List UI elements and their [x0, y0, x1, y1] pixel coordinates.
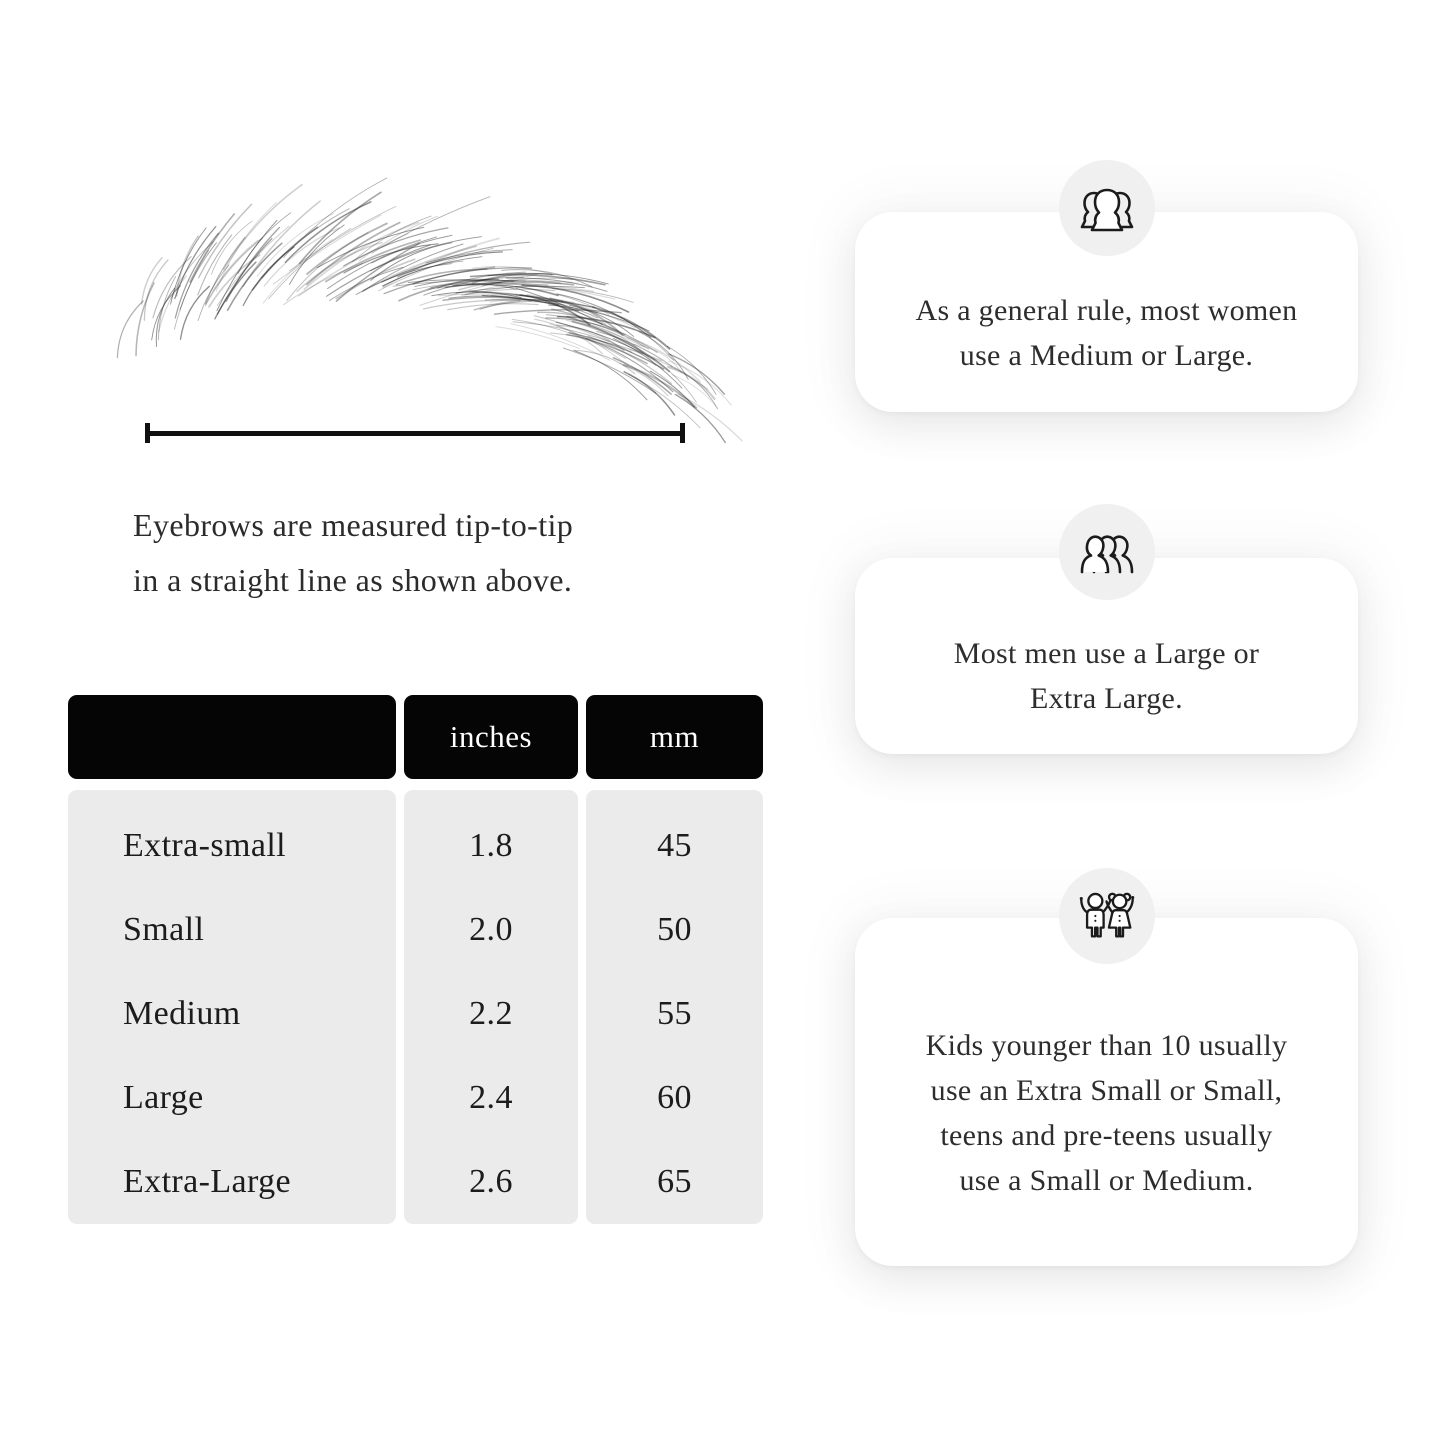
measurement-line-bar	[147, 431, 683, 436]
size-mm-value: 60	[657, 1079, 692, 1116]
card-text: As a general rule, most women use a Medium or Large.	[915, 294, 1298, 372]
women-group-icon	[1073, 183, 1141, 233]
size-inches-value: 2.2	[469, 995, 513, 1032]
size-table-inches-column	[404, 790, 578, 1224]
size-mm-value: 50	[657, 911, 692, 948]
size-label: Extra-Large	[123, 1163, 292, 1200]
icon-badge	[1059, 504, 1155, 600]
size-table-mm-column	[586, 790, 763, 1224]
size-table-header-inches: inches	[404, 695, 578, 779]
size-label: Extra-small	[123, 827, 287, 864]
size-table-header-blank	[68, 695, 396, 779]
info-card-kids	[855, 918, 1358, 1266]
size-mm-value: 45	[657, 827, 692, 864]
measurement-line-right-cap	[680, 423, 685, 443]
size-label: Medium	[123, 995, 241, 1032]
measurement-caption-line1: Eyebrows are measured tip-to-tip	[133, 507, 574, 543]
men-group-icon	[1074, 528, 1140, 576]
size-inches-value: 2.4	[469, 1079, 513, 1116]
icon-badge	[1059, 160, 1155, 256]
size-label: Large	[123, 1079, 204, 1116]
size-inches-value: 2.0	[469, 911, 513, 948]
size-mm-value: 55	[657, 995, 692, 1032]
size-mm-value: 65	[657, 1163, 692, 1200]
size-inches-value: 2.6	[469, 1163, 513, 1200]
size-label: Small	[123, 911, 205, 948]
measurement-caption-line2: in a straight line as shown above.	[133, 562, 573, 599]
card-text: Kids younger than 10 usually use an Extra Small or Small, teens and pre-teens usually use a Small or Medium.	[925, 1029, 1288, 1197]
size-table-label-column	[68, 790, 396, 1224]
size-inches-value: 1.8	[469, 827, 513, 864]
measurement-line	[145, 422, 685, 444]
card-text: Most men use a Large or Extra Large.	[953, 637, 1260, 715]
measurement-caption	[133, 498, 753, 608]
info-card-women	[855, 212, 1358, 412]
info-card-men	[855, 558, 1358, 754]
icon-badge	[1059, 868, 1155, 964]
size-table-header-mm: mm	[586, 695, 763, 779]
eyebrow-hairs-svg	[100, 210, 720, 410]
kids-icon	[1074, 888, 1140, 944]
size-table	[68, 695, 763, 1224]
eyebrow-illustration	[100, 210, 720, 410]
